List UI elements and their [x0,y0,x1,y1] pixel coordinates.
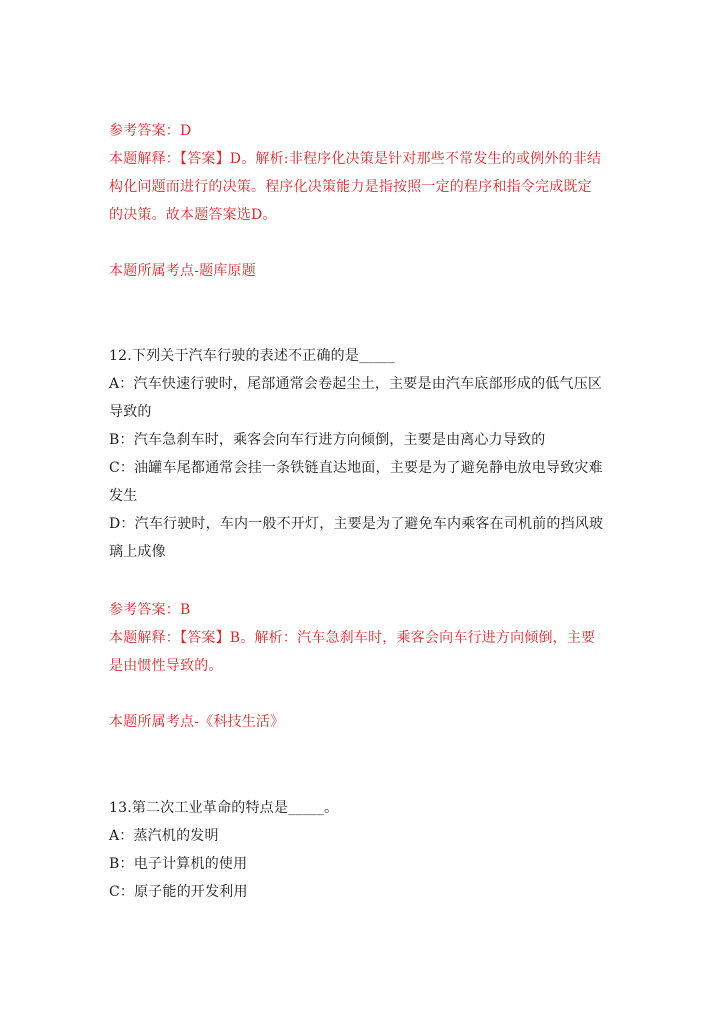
question-12-option-a: A：汽车快速行驶时，尾部通常会卷起尘土，主要是由汽车底部形成的低气压区 [109,376,603,392]
topic-12: 本题所属考点-《科技生活》 [109,714,285,730]
question-12-option-c-cont: 发生 [109,488,138,504]
question-13-option-c: C：原子能的开发利用 [109,884,248,900]
question-12-stem: 12.下列关于汽车行驶的表述不正确的是_____ [109,348,396,364]
question-12-option-d: D：汽车行驶时，车内一般不开灯，主要是为了避免车内乘客在司机前的挡风玻 [109,516,604,532]
explanation-11-line-1: 本题解释：【答案】D。解析:非程序化决策是针对那些不常发生的或例外的非结 [109,151,602,167]
question-13-stem: 13.第二次工业革命的特点是_____。 [109,800,339,816]
explanation-11-line-3: 的决策。故本题答案选D。 [109,207,277,223]
question-12-option-a-cont: 导致的 [109,404,152,420]
topic-11: 本题所属考点-题库原题 [109,263,256,279]
explanation-12-line-1: 本题解释：【答案】B。解析：汽车急刹车时，乘客会向车行进方向倾倒，主要 [109,630,596,646]
answer-11: 参考答案：D [109,123,192,139]
answer-12: 参考答案：B [109,602,191,618]
question-13-option-a: A：蒸汽机的发明 [109,828,219,844]
question-12-option-d-cont: 璃上成像 [109,544,166,560]
question-12-option-c: C：油罐车尾都通常会挂一条铁链直达地面，主要是为了避免静电放电导致灾难 [109,460,603,476]
explanation-11-line-2: 构化问题而进行的决策。程序化决策能力是指按照一定的程序和指令完成既定 [109,179,592,195]
question-12-option-b: B：汽车急刹车时，乘客会向车行进方向倾倒，主要是由离心力导致的 [109,432,546,448]
question-13-option-b: B：电子计算机的使用 [109,856,248,872]
explanation-12-line-2: 是由惯性导致的。 [109,658,223,674]
